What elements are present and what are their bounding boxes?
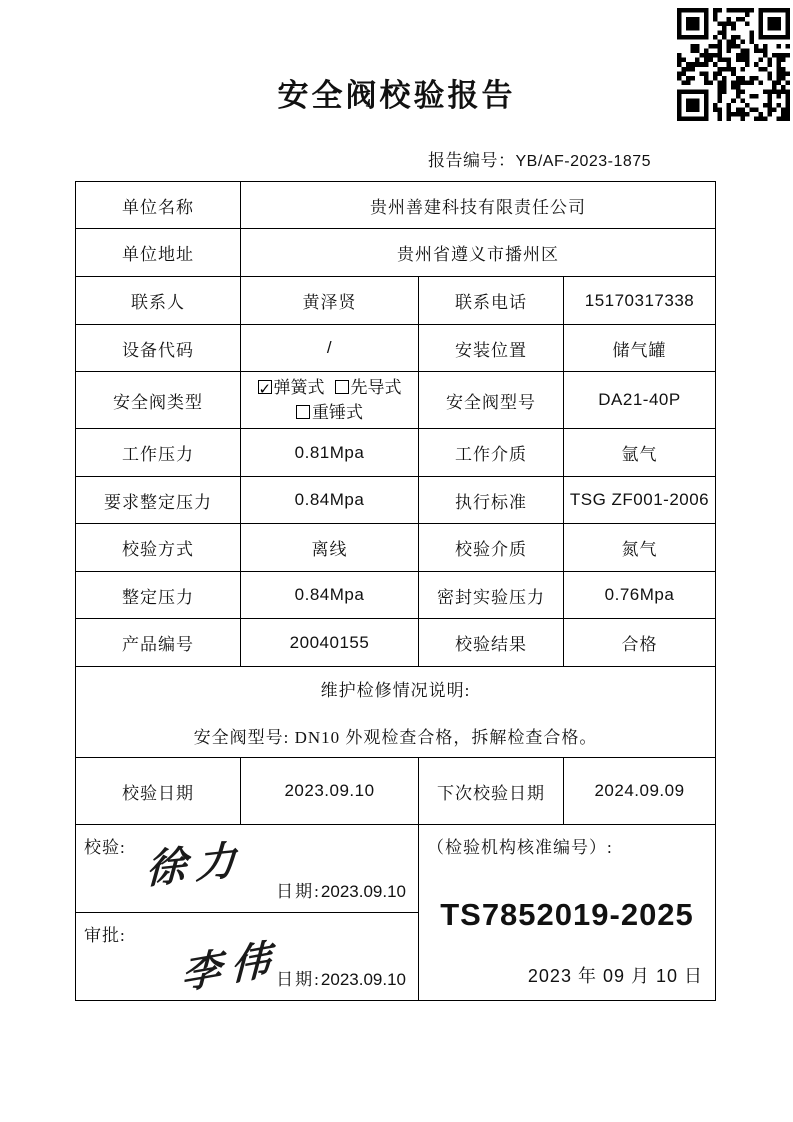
maintenance-note-title: 维护检修情况说明: [320, 681, 471, 700]
table-row [76, 182, 716, 229]
approver-date: 日期:2023.09.10 [276, 970, 406, 989]
calibration-method-label: 校验方式 [76, 524, 241, 572]
set-pressure-value: 0.84Mpa [241, 572, 419, 619]
install-location-label: 安装位置 [419, 325, 564, 372]
table-row [76, 277, 716, 325]
install-location-value: 储气罐 [564, 325, 716, 372]
valve-model-value: DA21-40P [564, 372, 716, 429]
contact-phone-value: 15170317338 [564, 277, 716, 325]
table-row [76, 524, 716, 572]
table-row [76, 758, 716, 825]
contact-phone-label: 联系电话 [419, 277, 564, 325]
working-medium-value: 氩气 [564, 429, 716, 477]
table-row [76, 229, 716, 277]
table-row [76, 477, 716, 524]
result-value: 合格 [564, 619, 716, 667]
seal-test-pressure-label: 密封实验压力 [419, 572, 564, 619]
working-pressure-value: 0.81Mpa [241, 429, 419, 477]
valve-type-option-spring: ✓弹簧式 [258, 378, 325, 397]
verifier-date: 日期:2023.09.10 [276, 882, 406, 901]
calibration-medium-value: 氮气 [564, 524, 716, 572]
result-label: 校验结果 [419, 619, 564, 667]
approver-signature: 李伟 [180, 933, 281, 1000]
standard-label: 执行标准 [419, 477, 564, 524]
verifier-signature: 徐力 [145, 835, 247, 894]
calibration-method-value: 离线 [241, 524, 419, 572]
product-no-label: 产品编号 [76, 619, 241, 667]
report-number-value: YB/AF-2023-1875 [515, 153, 652, 170]
unit-address-value: 贵州省遵义市播州区 [241, 229, 716, 277]
required-set-pressure-label: 要求整定压力 [76, 477, 241, 524]
valve-model-label: 安全阀型号 [419, 372, 564, 429]
approval-date: 2023 年 09 月 10 日 [527, 966, 703, 986]
unit-name-label: 单位名称 [76, 182, 241, 229]
approval-title: （检验机构核准编号）: [427, 838, 613, 857]
verifier-label: 校验: [84, 838, 126, 857]
unit-address-label: 单位地址 [76, 229, 241, 277]
approver-signature-cell [76, 913, 419, 1001]
valve-type-option-hammer: 重锤式 [296, 403, 363, 422]
approval-number: TS7852019-2025 [440, 897, 694, 932]
checkbox-hammer-icon [296, 405, 310, 419]
checkbox-pilot-icon [335, 380, 349, 394]
report-table [75, 181, 716, 1001]
table-row [76, 825, 716, 913]
table-row [76, 619, 716, 667]
next-calibration-date-value: 2024.09.09 [564, 758, 716, 825]
table-row [76, 429, 716, 477]
seal-test-pressure-value: 0.76Mpa [564, 572, 716, 619]
standard-value: TSG ZF001-2006 [564, 477, 716, 524]
calibration-date-value: 2023.09.10 [241, 758, 419, 825]
table-row [76, 572, 716, 619]
approval-cell [419, 825, 716, 1001]
required-set-pressure-value: 0.84Mpa [241, 477, 419, 524]
calibration-date-label: 校验日期 [76, 758, 241, 825]
valve-type-option-pilot: 先导式 [335, 378, 402, 397]
verifier-signature-cell [76, 825, 419, 913]
product-no-value: 20040155 [241, 619, 419, 667]
approver-label: 审批: [84, 926, 126, 945]
equipment-code-value: / [241, 325, 419, 372]
maintenance-note-detail: 安全阀型号: DN10 外观检查合格，拆解检查合格。 [193, 728, 598, 747]
table-row [76, 325, 716, 372]
report-number [428, 146, 651, 171]
working-pressure-label: 工作压力 [76, 429, 241, 477]
report-number-label: 报告编号： [428, 151, 516, 170]
equipment-code-label: 设备代码 [76, 325, 241, 372]
table-row [76, 372, 716, 429]
working-medium-label: 工作介质 [419, 429, 564, 477]
valve-type-label: 安全阀类型 [76, 372, 241, 429]
unit-name-value: 贵州善建科技有限责任公司 [241, 182, 716, 229]
calibration-medium-label: 校验介质 [419, 524, 564, 572]
set-pressure-label: 整定压力 [76, 572, 241, 619]
page-title: 安全阀校验报告 [277, 78, 516, 113]
maintenance-note [76, 667, 716, 758]
contact-label: 联系人 [76, 277, 241, 325]
table-row [76, 667, 716, 758]
checkbox-spring-icon [258, 380, 272, 394]
next-calibration-date-label: 下次校验日期 [419, 758, 564, 825]
valve-type-options [241, 372, 419, 429]
contact-value: 黄泽贤 [241, 277, 419, 325]
